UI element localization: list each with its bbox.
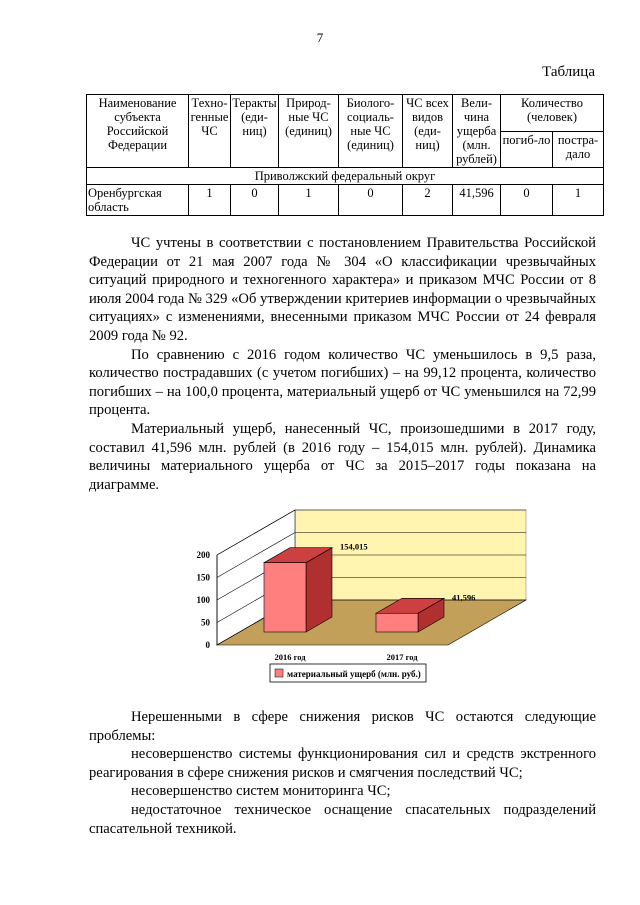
cell-died: 0	[501, 185, 553, 216]
header-biosocial: Биолого-социаль-ные ЧС (единиц)	[339, 95, 403, 168]
y-tick-label: 0	[205, 640, 210, 650]
paragraph: ЧС учтены в соответствии с постановлением Правительства Российской Федерации от 21 мая 2007 года № 304 «О классификации чрезвычайных ситуаций природного и техногенного характера» и приказом МЧС России от 8 июля 2004 года № 329 «Об утверждении критериев информации о чрезвычайных ситуациях» с изменениями, внесенными приказом МЧС России от 24 февраля 2009 года № 92.	[89, 235, 596, 344]
cell-biosocial: 0	[339, 185, 403, 216]
header-natural: Природ-ные ЧС (единиц)	[279, 95, 339, 168]
page-number: 7	[316, 30, 324, 45]
y-tick-label: 150	[196, 572, 210, 583]
cell-injured: 1	[553, 185, 604, 216]
damage-chart	[160, 500, 530, 695]
header-terrorist: Теракты (еди-ниц)	[231, 95, 279, 168]
bar	[264, 563, 306, 632]
district-row: Приволжский федеральный округ	[87, 168, 604, 185]
header-injured: постра-дало	[553, 131, 604, 168]
list-item: недостаточное техническое оснащение спасательных подразделений спасательной техникой.	[89, 801, 596, 837]
chart-categories	[274, 652, 418, 662]
list-item: несовершенство систем мониторинга ЧС;	[131, 783, 391, 800]
chart-y-ticks	[197, 550, 218, 650]
y-tick-label: 200	[196, 550, 210, 560]
cell-terrorist: 0	[231, 185, 279, 216]
header-region: Наименование субъекта Российской Федерации	[87, 95, 189, 168]
body-text-bottom	[89, 708, 596, 838]
chart-svg	[160, 500, 530, 695]
table-row	[87, 185, 604, 216]
chart-legend-swatch	[275, 669, 283, 677]
emergency-table	[86, 94, 604, 216]
header-died: погиб-ло	[501, 131, 553, 168]
body-text-top	[89, 234, 596, 494]
y-tick-label: 50	[201, 617, 210, 628]
bar	[376, 613, 418, 632]
cell-damage: 41,596	[453, 185, 501, 216]
header-people: Количество (человек)	[501, 95, 604, 132]
bar-value-label: 154,015	[340, 541, 368, 552]
cell-technogenic: 1	[189, 185, 231, 216]
y-tick-label: 100	[196, 595, 210, 605]
cell-region: Оренбургская область	[87, 185, 189, 216]
header-technogenic: Техно-генные ЧС	[189, 95, 231, 168]
chart-legend-label: материальный ущерб (млн. руб.)	[287, 669, 421, 679]
list-item: несовершенство системы функционирования сил и средств экстренного реагирования в сфере снижения рисков и смягчения последствий ЧС;	[89, 746, 596, 781]
header-damage: Вели-чина ущерба (млн. рублей)	[453, 95, 501, 168]
paragraph: Материальный ущерб, нанесенный ЧС, произошедшими в 2017 году, составил 41,596 млн. рублей (в 2016 году – 154,015 млн. рублей). Динамика величины материального ущерба от ЧС за 2015–2017 годы показана на диаграмме.	[89, 420, 596, 493]
cell-natural: 1	[279, 185, 339, 216]
header-all-types: ЧС всех видов (еди-ниц)	[403, 95, 453, 168]
cell-all-types: 2	[403, 185, 453, 216]
x-tick-label: 2017 год	[386, 652, 418, 662]
bar-value-label: 41,596	[452, 592, 476, 603]
x-tick-label: 2016 год	[274, 652, 306, 662]
table-caption: Таблица	[542, 64, 595, 80]
paragraph: Нерешенными в сфере снижения рисков ЧС остаются следующие проблемы:	[89, 709, 596, 744]
paragraph: По сравнению с 2016 годом количество ЧС уменьшилось в 9,5 раза, количество пострадавших (с учетом погибших) – на 99,12 процента, количество погибших – на 100,0 процента, материальный ущерб от ЧС уменьшился на 72,99 процента.	[89, 346, 596, 419]
